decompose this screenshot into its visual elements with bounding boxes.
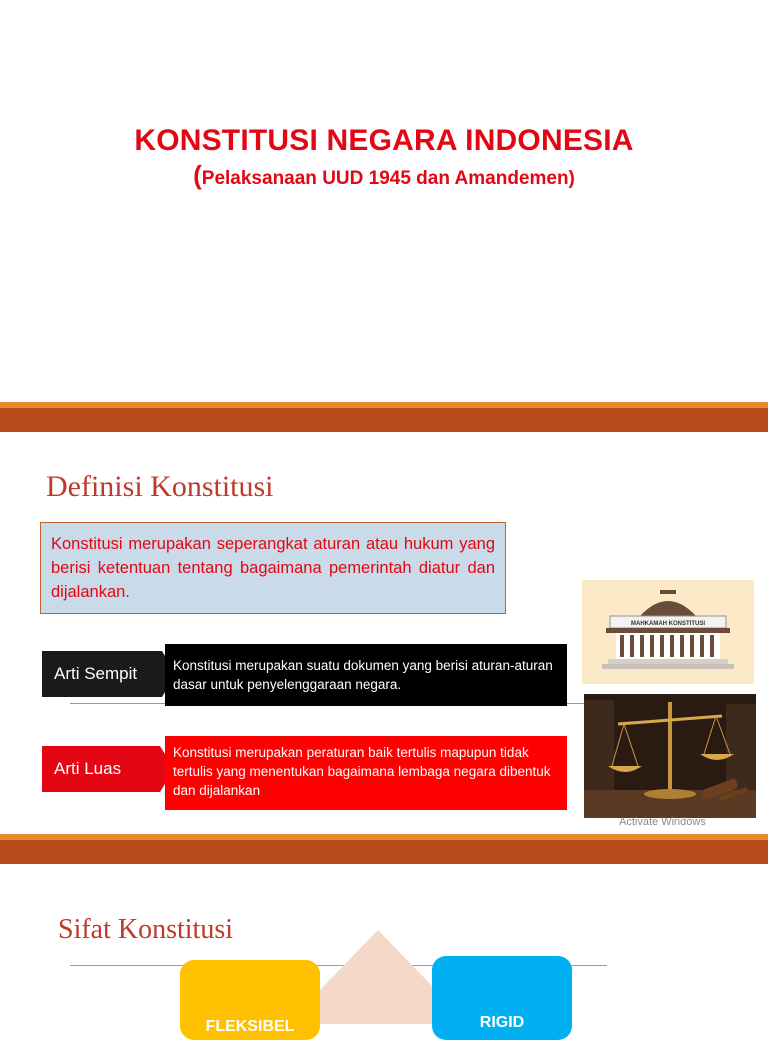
arti-luas-text: Konstitusi merupakan peraturan baik tertulis mapupun tidak tertulis yang menentukan bagaimana lembaga negara dibentuk dan dijalankan (165, 736, 567, 810)
subtitle-text: Pelaksanaan UUD 1945 dan Amandemen) (201, 168, 575, 189)
section-title-sifat: Sifat Konstitusi (58, 914, 234, 945)
tag-arti-luas (42, 746, 160, 792)
tag-arti-sempit-label: Arti Sempit (54, 664, 138, 683)
definition-box: Konstitusi merupakan seperangkat aturan atau hukum yang berisi ketentuan tentang bagaimana pemerintah diatur dan dijalankan. (40, 522, 506, 614)
slide-title: KONSTITUSI NEGARA INDONESIA (134, 124, 634, 157)
section-title-definisi: Definisi Konstitusi (46, 470, 274, 503)
house-shape (318, 930, 438, 1024)
slide-separator (0, 834, 768, 864)
tag-arti-luas-label: Arti Luas (54, 759, 122, 778)
activate-windows-watermark: Activate Windows (619, 816, 706, 828)
card-fleksibel-label: FLEKSIBEL (205, 1018, 295, 1035)
court-sign: MAHKAMAH KONSTITUSI (631, 621, 705, 627)
title-slide (0, 0, 768, 402)
subtitle-paren: ( (193, 160, 202, 190)
slide-separator (0, 402, 768, 432)
card-rigid (432, 956, 572, 1040)
arti-sempit-text: Konstitusi merupakan suatu dokumen yang berisi aturan-aturan dasar untuk penyelenggaraan negara. (165, 644, 567, 706)
slide-subtitle (0, 160, 768, 191)
card-fleksibel (180, 960, 320, 1040)
court-building-image (582, 580, 754, 684)
card-rigid-label: RIGID (479, 1014, 525, 1031)
tag-arti-sempit (42, 651, 162, 697)
scales-of-justice-image (584, 694, 756, 818)
